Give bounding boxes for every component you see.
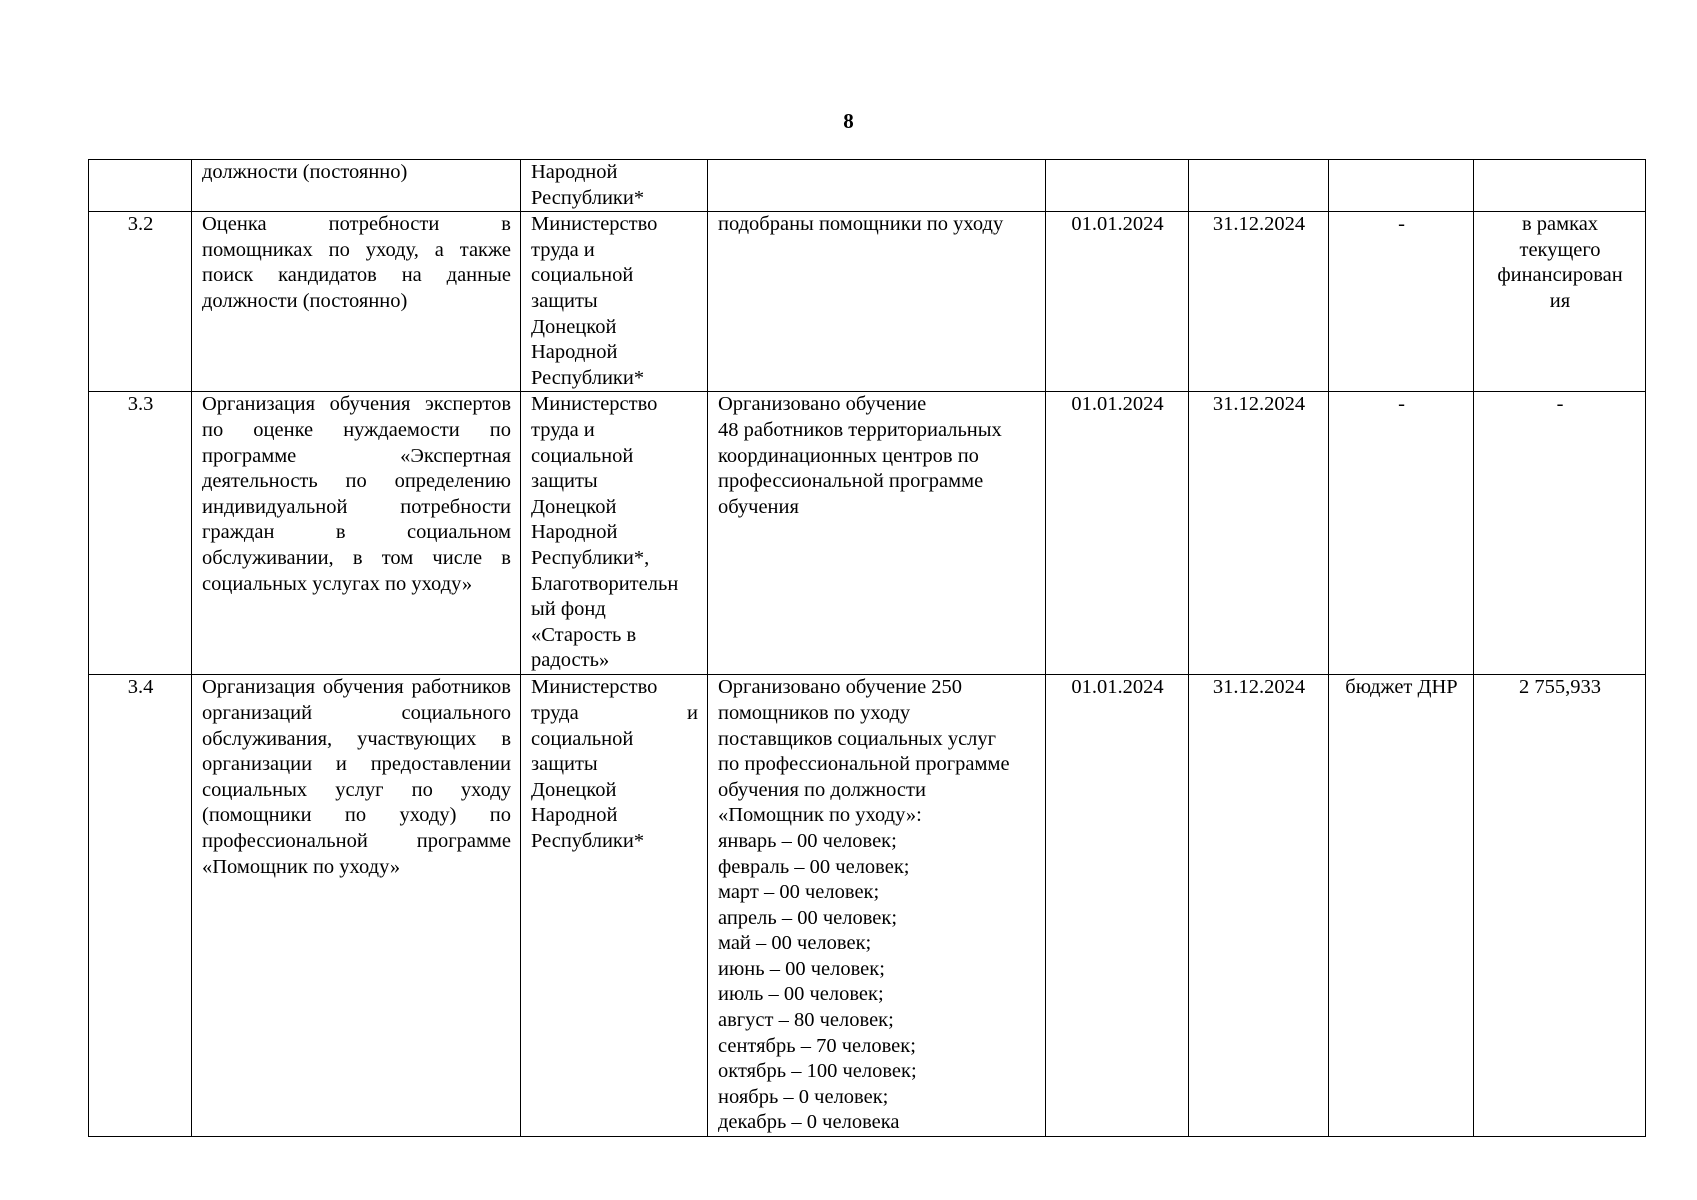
executor-cell: Министерство труда и социальной защиты Донецкой Народной Республики*, Благотворительн ый фонд «Старость в радость» xyxy=(521,392,708,675)
row-number: 3.2 xyxy=(89,212,192,392)
table-row xyxy=(89,160,1646,212)
funding-source-cell: - xyxy=(1329,212,1474,392)
funding-amount-cell: 2 755,933 xyxy=(1474,675,1646,1137)
result-cell xyxy=(708,160,1046,212)
row-number: 3.4 xyxy=(89,675,192,1137)
funding-amount-cell xyxy=(1474,160,1646,212)
page-number: 8 xyxy=(843,109,854,133)
funding-amount-cell: - xyxy=(1474,392,1646,675)
plan-table xyxy=(88,159,1646,1137)
start-date-cell: 01.01.2024 xyxy=(1046,212,1189,392)
result-cell: Организовано обучение 250 помощников по уходу поставщиков социальных услуг по профессиональной программе обучения по должности «Помощник по уходу»: январь – 00 человек; февраль – 00 человек; март – 00 человек; апрель – 00 человек; май – 00 человек; июнь – 00 человек; июль – 00 человек; август – 80 человек; сентябрь – 70 человек; октябрь – 100 человек; ноябрь – 0 человек; декабрь – 0 человека xyxy=(708,675,1046,1137)
activity-cell: Оценка потребности в помощниках по уходу, а также поиск кандидатов на данные должности (постоянно) xyxy=(192,212,521,392)
table-row xyxy=(89,675,1646,1137)
executor-cell: Народной Республики* xyxy=(521,160,708,212)
end-date-cell: 31.12.2024 xyxy=(1189,212,1329,392)
start-date-cell: 01.01.2024 xyxy=(1046,392,1189,675)
executor-cell: Министерство труда и социальной защиты Донецкой Народной Республики* xyxy=(521,212,708,392)
funding-source-cell: - xyxy=(1329,392,1474,675)
activity-cell: Организация обучения работников организаций социального обслуживания, участвующих в организации и предоставлении социальных услуг по уходу (помощники по уходу) по профессиональной программе «Помощник по уходу» xyxy=(192,675,521,1137)
activity-cell: Организация обучения экспертов по оценке нуждаемости по программе «Экспертная деятельность по определению индивидуальной потребности граждан в социальном обслуживании, в том числе в социальных услугах по уходу» xyxy=(192,392,521,675)
table-row xyxy=(89,392,1646,675)
end-date-cell: 31.12.2024 xyxy=(1189,392,1329,675)
start-date-cell xyxy=(1046,160,1189,212)
result-cell: Организовано обучение 48 работников территориальных координационных центров по профессиональной программе обучения xyxy=(708,392,1046,675)
funding-amount-cell: в рамках текущего финансирован ия xyxy=(1474,212,1646,392)
activity-cell: должности (постоянно) xyxy=(192,160,521,212)
result-cell: подобраны помощники по уходу xyxy=(708,212,1046,392)
start-date-cell: 01.01.2024 xyxy=(1046,675,1189,1137)
executor-cell: Министерство труда и социальной защиты Донецкой Народной Республики* xyxy=(521,675,708,1137)
table-row xyxy=(89,212,1646,392)
funding-source-cell xyxy=(1329,160,1474,212)
row-number xyxy=(89,160,192,212)
end-date-cell: 31.12.2024 xyxy=(1189,675,1329,1137)
row-number: 3.3 xyxy=(89,392,192,675)
end-date-cell xyxy=(1189,160,1329,212)
funding-source-cell: бюджет ДНР xyxy=(1329,675,1474,1137)
